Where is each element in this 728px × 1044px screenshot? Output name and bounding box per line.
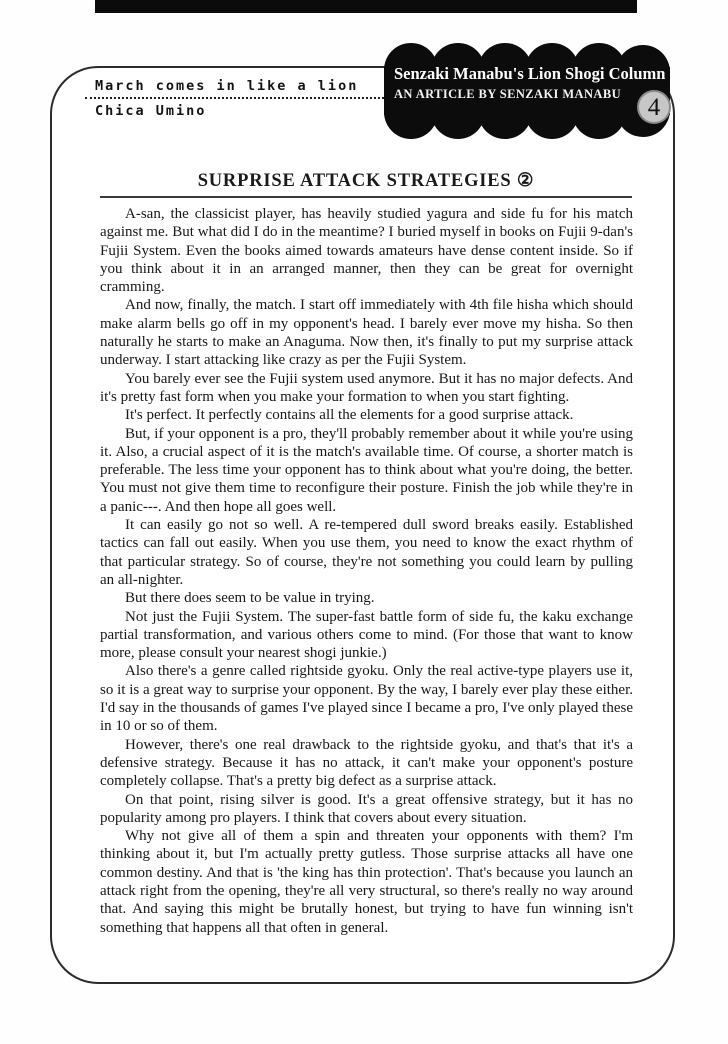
article-paragraph: On that point, rising silver is good. It's a great offensive strategy, but it has no popularity among pro players. I think that covers about every situation. (100, 791, 633, 826)
article-title: SURPRISE ATTACK STRATEGIES ② (197, 171, 535, 191)
article-body (100, 205, 633, 937)
column-badge (381, 40, 673, 144)
article-paragraph: It's perfect. It perfectly contains all the elements for a good surprise attack. (125, 407, 574, 424)
column-number-circle (637, 90, 671, 124)
article-paragraph: You barely ever see the Fujii system used anymore. But it has no major defects. And it's pretty fast form when you make your formation to when you start fighting. (100, 370, 633, 405)
article-paragraph: Not just the Fujii System. The super-fast battle form of side fu, the kaku exchange partial transformation, and various others come to mind. (For those that want to know more, please consult your nearest shogi junkie.) (100, 608, 633, 662)
series-author: Chica Umino (95, 103, 207, 119)
series-header (95, 78, 405, 119)
badge-title: Senzaki Manabu's Lion Shogi Column (394, 64, 666, 83)
title-underline (100, 196, 632, 198)
article-paragraph: But there does seem to be value in trying. (125, 590, 375, 607)
top-scan-bar (95, 0, 637, 13)
article-paragraph: Also there's a genre called rightside gyoku. Only the real active-type players use it, so it is a great way to surprise your opponent. By the way, I barely ever play these either. I'd say in the thousands of games I've played since I became a pro, I've only played these in 10 or so of them. (100, 663, 633, 735)
article-paragraph: But, if your opponent is a pro, they'll probably remember about it while you're using it. Also, a crucial aspect of it is the match's available time. Of course, a shorter match is preferable. The less time your opponent has to think about what you're doing, the better. You must not give them time to reconfigure their posture. Finish the job while they're in a panic---. And then hope all goes well. (100, 425, 633, 515)
badge-subtitle: AN ARTICLE BY SENZAKI MANABU (394, 87, 621, 101)
series-title: March comes in like a lion (95, 78, 359, 94)
article-paragraph: And now, finally, the match. I start off immediately with 4th file hisha which should make alarm bells go off in my opponent's head. I barely ever move my hisha. So then naturally he starts to make an Anaguma. Now then, it's finally to put my surprise attack underway. I start attacking like crazy as per the Fujii System. (100, 297, 633, 369)
article-paragraph: A-san, the classicist player, has heavily studied yagura and side fu for his match against me. But what did I do in the meantime? I buried myself in books on Fujii 9-dan's Fujii System. Even the books aimed towards amateurs have dense content inside. So if you think about it in an arranged manner, then they can be great for overnight cramming. (100, 206, 633, 296)
article-paragraph: It can easily go not so well. A re-tempered dull sword breaks easily. Established tactics can fall out easily. When you use them, you need to know the exact rhythm of that particular strategy. So of course, they're not something you could learn by pulling an all-nighter. (100, 517, 633, 588)
article-paragraph: Why not give all of them a spin and threaten your opponents with them? I'm thinking about it, but I'm actually pretty gutless. Those surprise attacks all have one common destiny. And that is 'the king has thin protection'. That's because you launch an attack right from the opening, they're all very structural, so there's really no way around that. And saying this might be brutally honest, but trying to have fun winning isn't something that happens all that often in general. (100, 828, 633, 936)
dotted-divider (85, 97, 400, 99)
column-number: 4 (647, 93, 661, 121)
article-paragraph: However, there's one real drawback to the rightside gyoku, and that's that it's a defensive strategy. Because it has no attack, it can't make your opponent's posture completely collapse. That's a pretty big defect as a surprise attack. (100, 736, 633, 790)
